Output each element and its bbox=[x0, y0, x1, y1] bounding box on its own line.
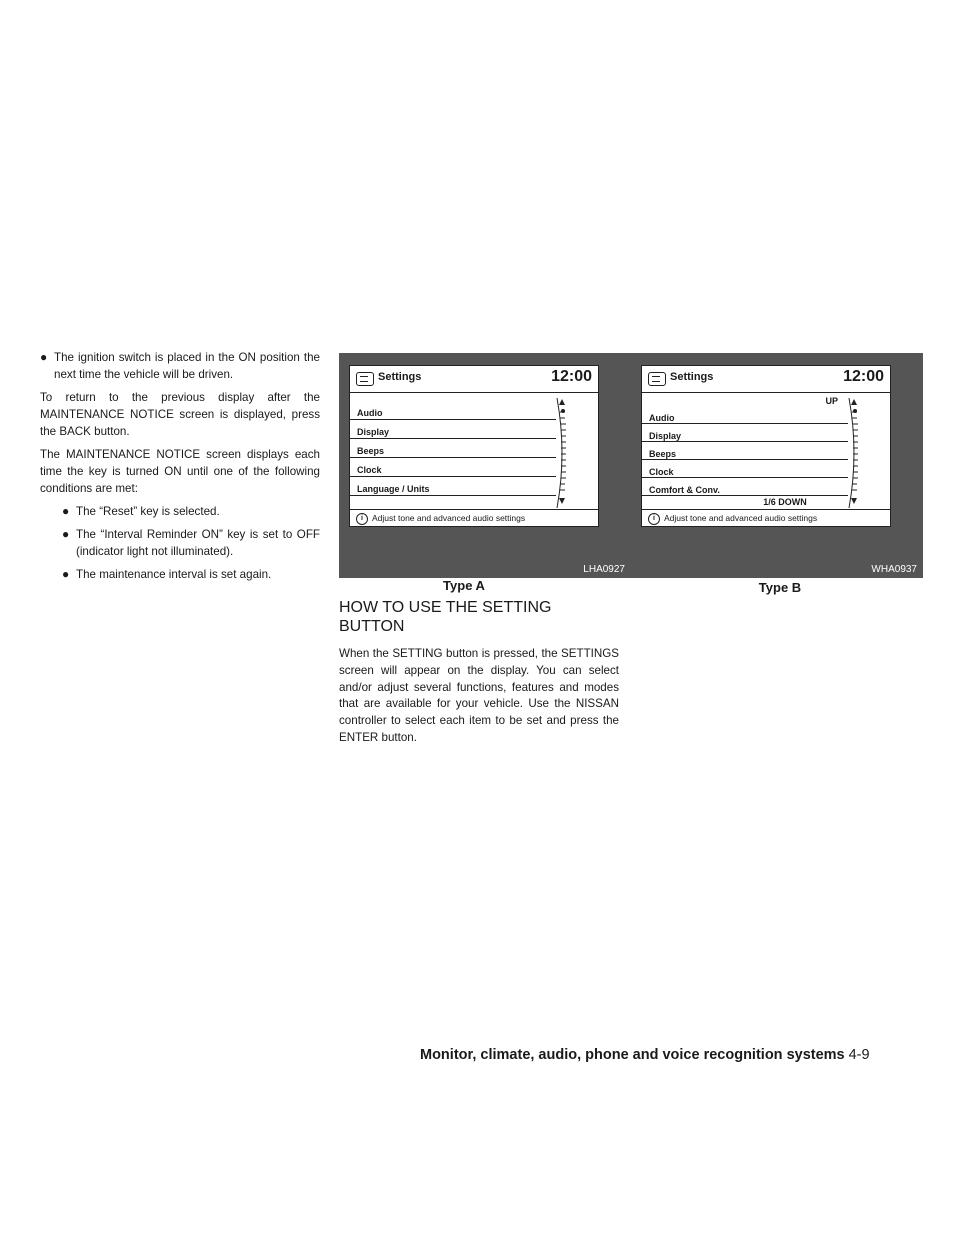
screen-header bbox=[350, 366, 598, 393]
settings-screen bbox=[641, 365, 891, 527]
up-button[interactable]: UP bbox=[825, 396, 838, 406]
bullet-item bbox=[40, 566, 320, 583]
menu-item-clock[interactable]: Clock bbox=[642, 460, 848, 478]
figure-type-a bbox=[339, 353, 631, 578]
bullet-text: The “Reset” key is selected. bbox=[76, 505, 220, 518]
section-body: When the SETTING button is pressed, the SETTINGS screen will appear on the display. You can select and/or adjust several functions, features and modes that are available for your vehicle. Use the NISSAN controller to select each item to be set and press the ENTER button. bbox=[339, 647, 619, 744]
screen-footer bbox=[642, 509, 890, 526]
figure-caption: Type B bbox=[758, 580, 802, 595]
menu-item-beeps[interactable]: Beeps bbox=[642, 442, 848, 460]
bullet-item bbox=[40, 503, 320, 520]
screen-title: Settings bbox=[378, 371, 422, 383]
screen-title: Settings bbox=[670, 371, 714, 383]
down-button[interactable]: 1/6 DOWN bbox=[763, 497, 807, 507]
screen-footer bbox=[350, 509, 598, 526]
settings-menu bbox=[642, 406, 848, 496]
bullet-icon: ● bbox=[40, 350, 48, 364]
footer-hint: Adjust tone and advanced audio settings bbox=[664, 513, 818, 523]
chapter-title: Monitor, climate, audio, phone and voice recognition systems bbox=[420, 1047, 845, 1063]
menu-item-display[interactable]: Display bbox=[642, 424, 848, 442]
paragraph: To return to the previous display after the MAINTENANCE NOTICE screen is displayed, press the BACK button. bbox=[40, 391, 320, 438]
bullet-icon: ● bbox=[62, 527, 70, 541]
bullet-text: The “Interval Reminder ON” key is set to OFF (indicator light not illuminated). bbox=[76, 528, 320, 558]
bullet-icon: ● bbox=[62, 567, 70, 581]
bullet-item bbox=[40, 526, 320, 560]
scrollbar[interactable] bbox=[553, 398, 573, 508]
footer-hint: Adjust tone and advanced audio settings bbox=[372, 513, 526, 523]
info-icon: i bbox=[356, 513, 368, 525]
menu-item-audio[interactable]: Audio bbox=[350, 401, 556, 420]
settings-menu bbox=[350, 393, 556, 496]
figure-code: WHA0937 bbox=[871, 564, 917, 575]
screen-header bbox=[642, 366, 890, 393]
bullet-text: The ignition switch is placed in the ON position the next time the vehicle will be driven. bbox=[54, 351, 320, 381]
page-footer bbox=[420, 1047, 870, 1063]
scrollbar[interactable] bbox=[845, 398, 865, 508]
menu-item-comfort-conv[interactable]: Comfort & Conv. bbox=[642, 478, 848, 496]
section bbox=[339, 598, 619, 747]
bullet-icon: ● bbox=[62, 504, 70, 518]
menu-item-display[interactable]: Display bbox=[350, 420, 556, 439]
menu-item-clock[interactable]: Clock bbox=[350, 458, 556, 477]
clock-time: 12:00 bbox=[843, 368, 884, 385]
figure-type-b bbox=[631, 353, 923, 578]
menu-item-language-units[interactable]: Language / Units bbox=[350, 477, 556, 496]
figure-caption: Type A bbox=[443, 578, 485, 593]
paragraph: The MAINTENANCE NOTICE screen displays each time the key is turned ON until one of the following conditions are met: bbox=[40, 448, 320, 495]
left-column bbox=[40, 349, 320, 589]
page-number: 4-9 bbox=[848, 1047, 870, 1063]
settings-icon bbox=[356, 372, 374, 386]
clock-time: 12:00 bbox=[551, 368, 592, 385]
bullet-text: The maintenance interval is set again. bbox=[76, 568, 272, 581]
settings-icon bbox=[648, 372, 666, 386]
section-heading: HOW TO USE THE SETTING BUTTON bbox=[339, 599, 552, 635]
figure-code: LHA0927 bbox=[583, 564, 625, 575]
info-icon: i bbox=[648, 513, 660, 525]
menu-item-audio[interactable]: Audio bbox=[642, 406, 848, 424]
settings-screen bbox=[349, 365, 599, 527]
menu-item-beeps[interactable]: Beeps bbox=[350, 439, 556, 458]
bullet-item bbox=[40, 349, 320, 383]
